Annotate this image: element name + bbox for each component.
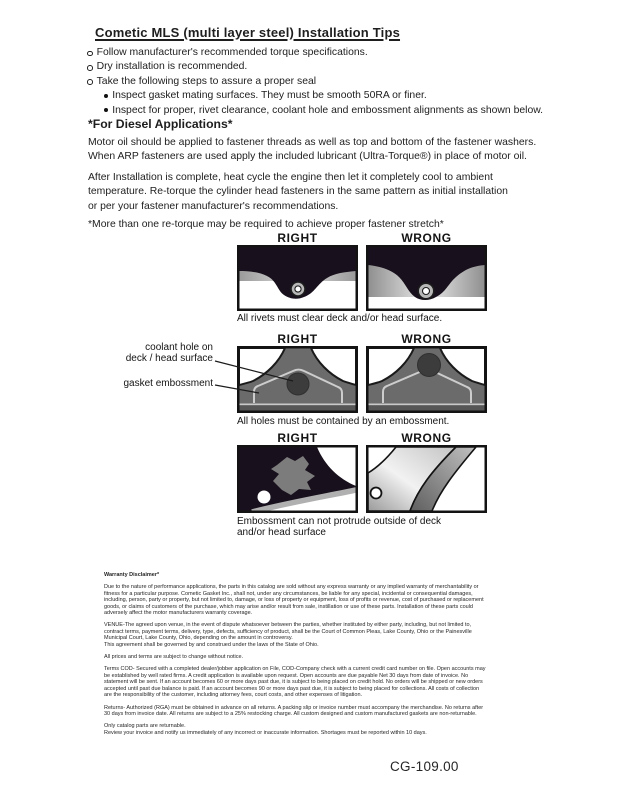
dot-bullet-icon xyxy=(104,108,108,112)
row2-labels xyxy=(237,332,487,346)
circle-bullet-icon xyxy=(87,65,93,71)
legal-heading: Warranty Disclaimer* xyxy=(104,572,160,578)
list-item xyxy=(87,46,557,60)
bullet-text: Take the following steps to assure a proper seal xyxy=(96,75,317,87)
row3-labels xyxy=(237,431,487,445)
right-label: RIGHT xyxy=(277,332,318,346)
diesel-paragraph-1: Motor oil should be applied to fastener threads as well as top and bottom of the fastener washers. When ARP fasteners are used apply the included lubricant (Ultra-Torque®) in place of motor oil. xyxy=(88,137,537,163)
wrong-label: WRONG xyxy=(401,231,452,245)
row1-caption: All rivets must clear deck and/or head surface. xyxy=(237,313,443,324)
list-item xyxy=(87,60,557,74)
diesel-paragraph-3: *More than one re-torque may be required to achieve proper fastener stretch* xyxy=(88,219,444,230)
coolant-hole-label: coolant hole on deck / head surface xyxy=(125,342,213,364)
terms-paragraph: Terms COD- Secured with a completed dealer/jobber application on File, COD-Company check with a current credit card number on file. Open accounts may be established by well rated firms. A credit application is available upon request. Open accounts are due payable Net 30 days from date of invoice. No statement will be sent. If an account becomes 60 or more days past due, it is subject to being placed on credit hold. No orders will be shipped or new orders accepted until past due balance is paid. If an account becomes 90 or more days past due, it is subject to being placed for collections. All costs of collection are the responsibility of the customer, including attorney fees, court costs, and other expenses of litigation. xyxy=(104,666,486,699)
row2-caption: All holes must be contained by an embossment. xyxy=(237,416,450,427)
prices-paragraph: All prices and terms are subject to change without notice. xyxy=(104,654,244,661)
circle-bullet-icon xyxy=(87,51,93,57)
diagram-hole-right xyxy=(237,346,358,413)
dot-bullet-icon xyxy=(104,94,108,98)
diagram-protrude-wrong xyxy=(366,445,487,513)
warranty-paragraph: Due to the nature of performance applications, the parts in this catalog are sold without any express warranty or any implied warranty of merchantability or fitness for a particular purpose. Cometic Gasket Inc., shall not, under any circumstances, be liable for any special, incidental or consequential damages, including, person, party or property, but not limited to, damage, or loss of property or equipment, loss of profits or revenue, cost of purchased or replacement goods, or claims of customers of the purchase, which may arise and/or result from sale, instillation or use of these parts. Installation of these parts could adversely affect the motor manufacturers warranty coverage. xyxy=(104,584,484,617)
diagram-rivet-wrong xyxy=(366,245,487,311)
row1-labels xyxy=(237,231,487,245)
diesel-heading: *For Diesel Applications* xyxy=(88,117,233,131)
diesel-paragraph-2: After Installation is complete, heat cycle the engine then let it completely cool to ambient temperature. Re-torque the cylinder head fasteners in the same pattern as initial installation or per your fastener manufacturer's recommendations. xyxy=(88,172,508,212)
tips-list xyxy=(87,46,557,118)
returns-paragraph: Returns- Authorized (RGA) must be obtained in advance on all returns. A packing slip or invoice number must accompany the merchandise. No returns after 30 days from invoice date. All returns are subject to a 25% restocking charge. All custom designed and custom manufactured gaskets are non-returnable. xyxy=(104,704,484,717)
venue-paragraph: VENUE-The agreed upon venue, in the event of dispute whatsoever between the parties, whether instituted by either party, including, but not limited to, contract terms, payment terms, delivery, type, defects, sufficiency of product, shall be the Court of Common Pleas, Lake County, Ohio or the Painesville Municipal Court, Lake County, Ohio, depending on the amount in controversy. This agreement shall be governed by and construed under the laws of the State of Ohio. xyxy=(104,622,472,648)
wrong-label: WRONG xyxy=(401,332,452,346)
diagram-protrude-right xyxy=(237,445,358,513)
page-code: CG-109.00 xyxy=(390,759,459,774)
bullet-text: Dry installation is recommended. xyxy=(96,61,248,73)
diagram-hole-wrong xyxy=(366,346,487,413)
list-item xyxy=(104,89,557,103)
list-item xyxy=(104,104,557,118)
circle-bullet-icon xyxy=(87,79,93,85)
right-label: RIGHT xyxy=(277,431,318,445)
bullet-text: Follow manufacturer's recommended torque specifications. xyxy=(96,47,368,58)
list-item xyxy=(87,75,557,89)
bullet-text: Inspect for proper, rivet clearance, coolant hole and embossment alignments as shown below. xyxy=(112,104,544,116)
gasket-embossment-label: gasket embossment xyxy=(123,378,213,389)
page-title: Cometic MLS (multi layer steel) Installation Tips xyxy=(95,25,401,40)
catalog-paragraph: Only catalog parts are returnable. Review your invoice and notify us immediately of any incorrect or inaccurate information. Shortages must be reported within 10 days. xyxy=(104,723,427,736)
legal-text xyxy=(104,572,518,742)
right-label: RIGHT xyxy=(277,231,318,245)
wrong-label: WRONG xyxy=(401,431,452,445)
diagram-rivet-right xyxy=(237,245,358,311)
row3-caption: Embossment can not protrude outside of deck and/or head surface xyxy=(237,516,442,538)
bullet-text: Inspect gasket mating surfaces. They must be smooth 50RA or finer. xyxy=(112,90,427,102)
